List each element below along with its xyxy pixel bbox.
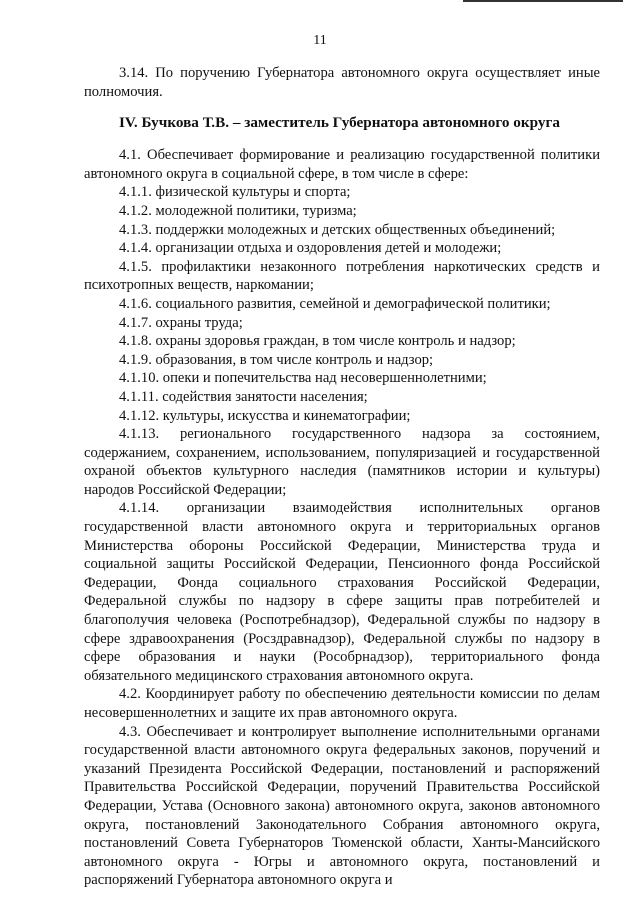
paragraph-4-1-4: 4.1.4. организации отдыха и оздоровления детей и молодежи; [119, 240, 502, 257]
paragraph-4-1-12: 4.1.12. культуры, искусства и кинематографии; [119, 407, 411, 424]
page-number: 11 [313, 33, 327, 48]
paragraph-4-1-8: 4.1.8. охраны здоровья граждан, в том числе контроль и надзор; [119, 333, 516, 350]
paragraph-4-1: 4.1. Обеспечивает формирование и реализацию государственной политики автономного округа в социальной сфере, в том числе в сфере: [84, 147, 600, 182]
paragraph-4-1-10: 4.1.10. опеки и попечительства над несовершеннолетними; [119, 370, 487, 387]
document-body [84, 64, 600, 890]
paragraph-4-1-11: 4.1.11. содействия занятости населения; [119, 388, 368, 405]
section-heading: IV. Бучкова Т.В. – заместитель Губернатора автономного округа [119, 114, 560, 132]
top-rule [463, 0, 623, 2]
paragraph-4-2: 4.2. Координирует работу по обеспечению деятельности комиссии по делам несовершеннолетних и защите их прав автономного округа. [84, 686, 600, 721]
paragraph-4-1-6: 4.1.6. социального развития, семейной и демографической политики; [119, 295, 551, 312]
paragraph-4-1-14: 4.1.14. организации взаимодействия исполнительных органов государственной власти автономного округа и территориальных органов Министерства обороны Российской Федерации, Министерства труда и социальной защиты Российской Федерации, Пенсионного фонда Российской Федерации, Фонда социального страхования Российской Федерации, Федеральной службы по надзору в сфере защиты прав потребителей и благополучия человека (Роспотребнадзор), Федеральной службы по надзору в сфере здравоохранения (Росздравнадзор), Федеральной службы по надзору в сфере образования и науки (Рособрнадзор), территориального фонда обязательного медицинского страхования автономного округа. [84, 500, 600, 684]
paragraph-4-1-13: 4.1.13. регионального государственного надзора за состоянием, содержанием, сохранением, использованием, популяризацией и государственной охраной объектов культурного наследия (памятников истории и культуры) народов Российской Федерации; [84, 426, 600, 498]
paragraph-4-1-1: 4.1.1. физической культуры и спорта; [119, 184, 351, 201]
paragraph-4-1-5: 4.1.5. профилактики незаконного потребления наркотических средств и психотропных веществ, наркомании; [84, 258, 600, 294]
paragraph-3-14: 3.14. По поручению Губернатора автономного округа осуществляет иные полномочия. [84, 65, 600, 100]
paragraph-4-1-3: 4.1.3. поддержки молодежных и детских общественных объединений; [119, 221, 556, 238]
paragraph-4-1-9: 4.1.9. образования, в том числе контроль и надзор; [119, 351, 434, 368]
paragraph-4-1-7: 4.1.7. охраны труда; [119, 314, 243, 331]
paragraph-4-1-2: 4.1.2. молодежной политики, туризма; [119, 202, 357, 219]
paragraph-4-3: 4.3. Обеспечивает и контролирует выполнение исполнительными органами государственной власти автономного округа федеральных законов, поручений и указаний Президента Российской Федерации, постановлений и распоряжений Правительства Российской Федерации, поручений Правительства Российской Федерации, Устава (Основного закона) автономного округа, законов автономного округа, постановлений Законодательного Собрания автономного округа, постановлений Совета Губернаторов Тюменской области, Ханты-Мансийского автономного округа - Югры и автономного округа, постановлений и распоряжений Губернатора автономного округа и [84, 723, 600, 889]
